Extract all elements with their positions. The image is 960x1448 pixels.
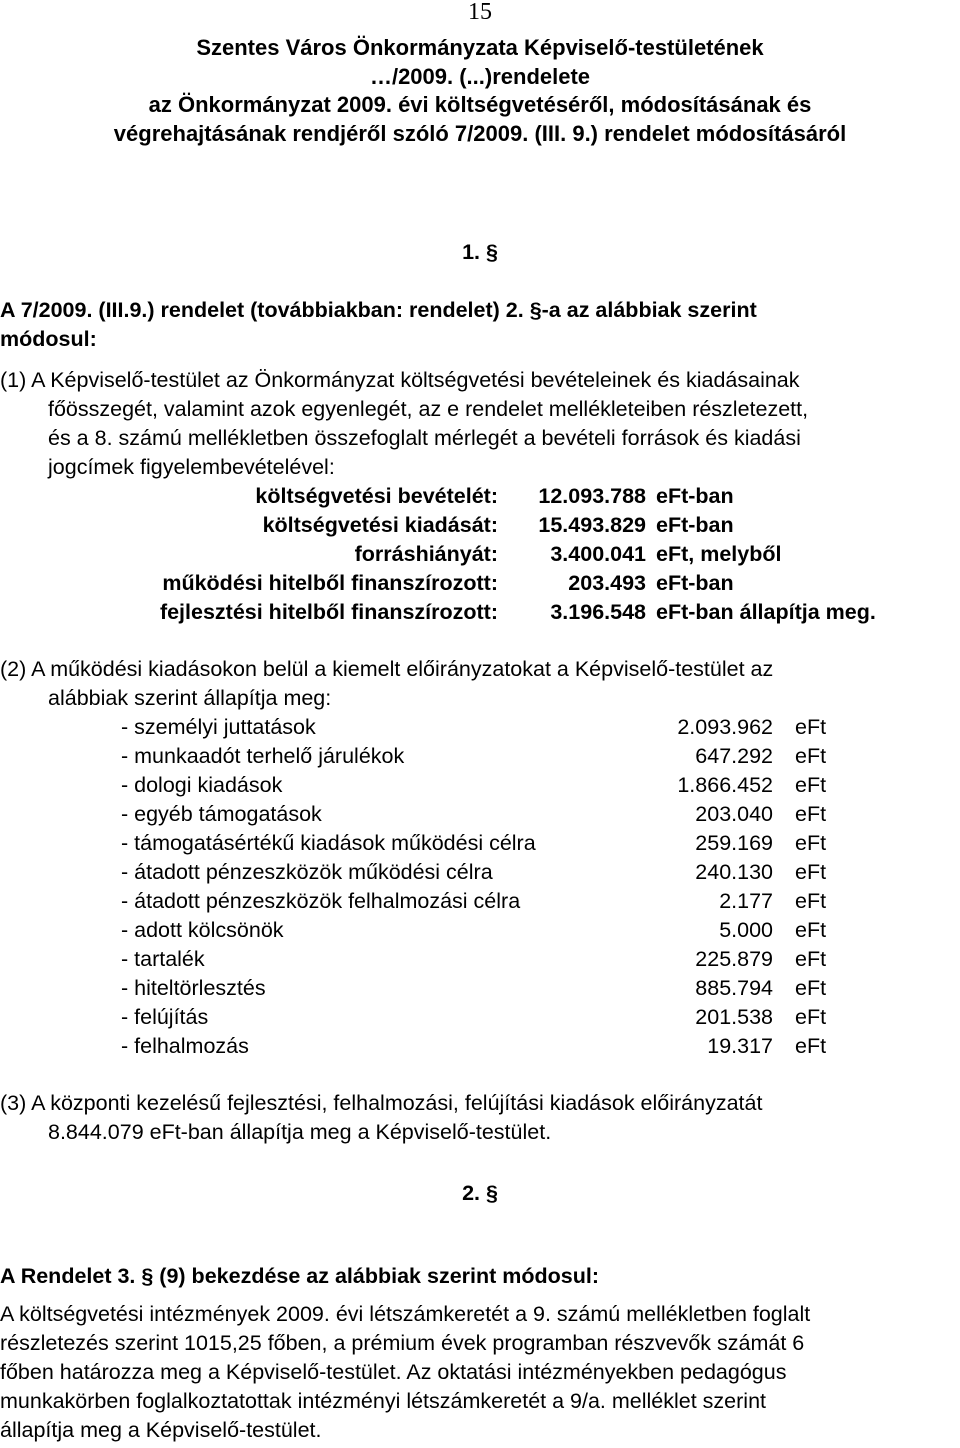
title-line: …/2009. (...)rendelete — [369, 63, 591, 89]
list-item-unit: eFt — [795, 744, 827, 768]
title-line: végrehajtásának rendjéről szóló 7/2009. (III. 9.) rendelet módosításáról — [113, 120, 847, 146]
list-item-label: - személyi juttatások — [121, 715, 316, 739]
paragraph-1-line: és a 8. számú mellékletben összefoglalt mérlegét a bevételi források és kiadási — [48, 426, 801, 450]
summary-value: 15.493.829 — [538, 513, 646, 537]
section-2-line: A költségvetési intézmények 2009. évi létszámkeretét a 9. számú mellékletben foglalt — [0, 1302, 811, 1326]
section-2-line: részletezés szerint 1015,25 főben, a prémium évek programban részvevők számát 6 — [0, 1331, 805, 1355]
page-number: 15 — [468, 0, 492, 25]
list-item-unit: eFt — [795, 802, 827, 826]
list-item-value: 259.169 — [695, 831, 773, 855]
list-item-unit: eFt — [795, 773, 827, 797]
section-1-intro-line: módosul: — [0, 327, 97, 351]
summary-label: költségvetési bevételét: — [255, 484, 498, 508]
summary-unit: eFt-ban — [656, 484, 734, 508]
summary-value: 3.196.548 — [550, 600, 646, 624]
paragraph-2-line: (2) A működési kiadásokon belül a kiemelt előirányzatokat a Képviselő-testület az — [0, 657, 774, 681]
list-item-value: 201.538 — [695, 1005, 773, 1029]
list-item-unit: eFt — [795, 918, 827, 942]
list-item-label: - adott kölcsönök — [121, 918, 284, 942]
list-item-label: - átadott pénzeszközök felhalmozási célra — [121, 889, 521, 913]
list-item-unit: eFt — [795, 715, 827, 739]
list-item-label: - tartalék — [121, 947, 205, 971]
summary-value: 3.400.041 — [550, 542, 646, 566]
list-item-label: - támogatásértékű kiadások működési célra — [121, 831, 536, 855]
paragraph-3-line: (3) A központi kezelésű fejlesztési, felhalmozási, felújítási kiadások előirányzatát — [0, 1091, 763, 1115]
list-item-label: - felhalmozás — [121, 1034, 249, 1058]
summary-unit: eFt-ban állapítja meg. — [656, 600, 876, 624]
summary-unit: eFt-ban — [656, 571, 734, 595]
paragraph-1-line: (1) A Képviselő-testület az Önkormányzat költségvetési bevételeinek és kiadásainak — [0, 368, 800, 392]
list-item-value: 1.866.452 — [677, 773, 773, 797]
list-item-value: 19.317 — [707, 1034, 773, 1058]
list-item-unit: eFt — [795, 976, 827, 1000]
title-line: az Önkormányzat 2009. évi költségvetéséről, módosításának és — [148, 92, 812, 117]
paragraph-1-line: jogcímek figyelembevételével: — [48, 455, 335, 479]
list-item-unit: eFt — [795, 1034, 827, 1058]
list-item-label: - átadott pénzeszközök működési célra — [121, 860, 493, 884]
list-item-label: - felújítás — [121, 1005, 209, 1029]
list-item-unit: eFt — [795, 831, 827, 855]
list-item-label: - hiteltörlesztés — [121, 976, 266, 1000]
summary-label: költségvetési kiadását: — [262, 513, 498, 537]
list-item-value: 647.292 — [695, 744, 773, 768]
list-item-value: 2.093.962 — [677, 715, 773, 739]
summary-label: fejlesztési hitelből finanszírozott: — [159, 600, 498, 624]
list-item-value: 225.879 — [695, 947, 773, 971]
paragraph-1-line: főösszegét, valamint azok egyenlegét, az e rendelet mellékleteiben részletezett, — [48, 397, 809, 421]
list-item-label: - egyéb támogatások — [121, 802, 322, 826]
section-2-line: állapítja meg a Képviselő-testület. — [0, 1418, 322, 1442]
summary-unit: eFt-ban — [656, 513, 734, 537]
list-item-unit: eFt — [795, 1005, 827, 1029]
list-item-value: 240.130 — [695, 860, 773, 884]
list-item-unit: eFt — [795, 860, 827, 884]
section-1-heading: 1. § — [462, 240, 498, 264]
section-2-heading: 2. § — [462, 1181, 498, 1205]
list-item-value: 885.794 — [695, 976, 773, 1000]
title-line: Szentes Város Önkormányzata Képviselő-testületének — [196, 35, 764, 60]
list-item-unit: eFt — [795, 947, 827, 971]
section-2-line: főben határozza meg a Képviselő-testület. Az oktatási intézményekben pedagógus — [0, 1360, 787, 1384]
summary-value: 203.493 — [568, 571, 646, 595]
section-2-line: munkakörben foglalkoztatottak intézményi létszámkeretét a 9/a. melléklet szerint — [0, 1389, 767, 1413]
paragraph-3-line: 8.844.079 eFt-ban állapítja meg a Képviselő-testület. — [48, 1120, 552, 1144]
summary-unit: eFt, melyből — [656, 542, 782, 566]
list-item-label: - munkaadót terhelő járulékok — [121, 744, 405, 768]
list-item-value: 203.040 — [695, 802, 773, 826]
list-item-value: 5.000 — [719, 918, 773, 942]
section-2-subheading: A Rendelet 3. § (9) bekezdése az alábbiak szerint módosul: — [0, 1264, 599, 1288]
paragraph-2-line: alábbiak szerint állapítja meg: — [48, 686, 332, 710]
list-item-unit: eFt — [795, 889, 827, 913]
list-item-label: - dologi kiadások — [121, 773, 283, 797]
section-1-intro-line: A 7/2009. (III.9.) rendelet (továbbiakban: rendelet) 2. §-a az alábbiak szerint — [0, 298, 757, 322]
summary-label: működési hitelből finanszírozott: — [162, 571, 498, 595]
summary-value: 12.093.788 — [538, 484, 646, 508]
document-title — [0, 34, 960, 148]
summary-label: forráshiányát: — [354, 542, 498, 566]
list-item-value: 2.177 — [719, 889, 773, 913]
